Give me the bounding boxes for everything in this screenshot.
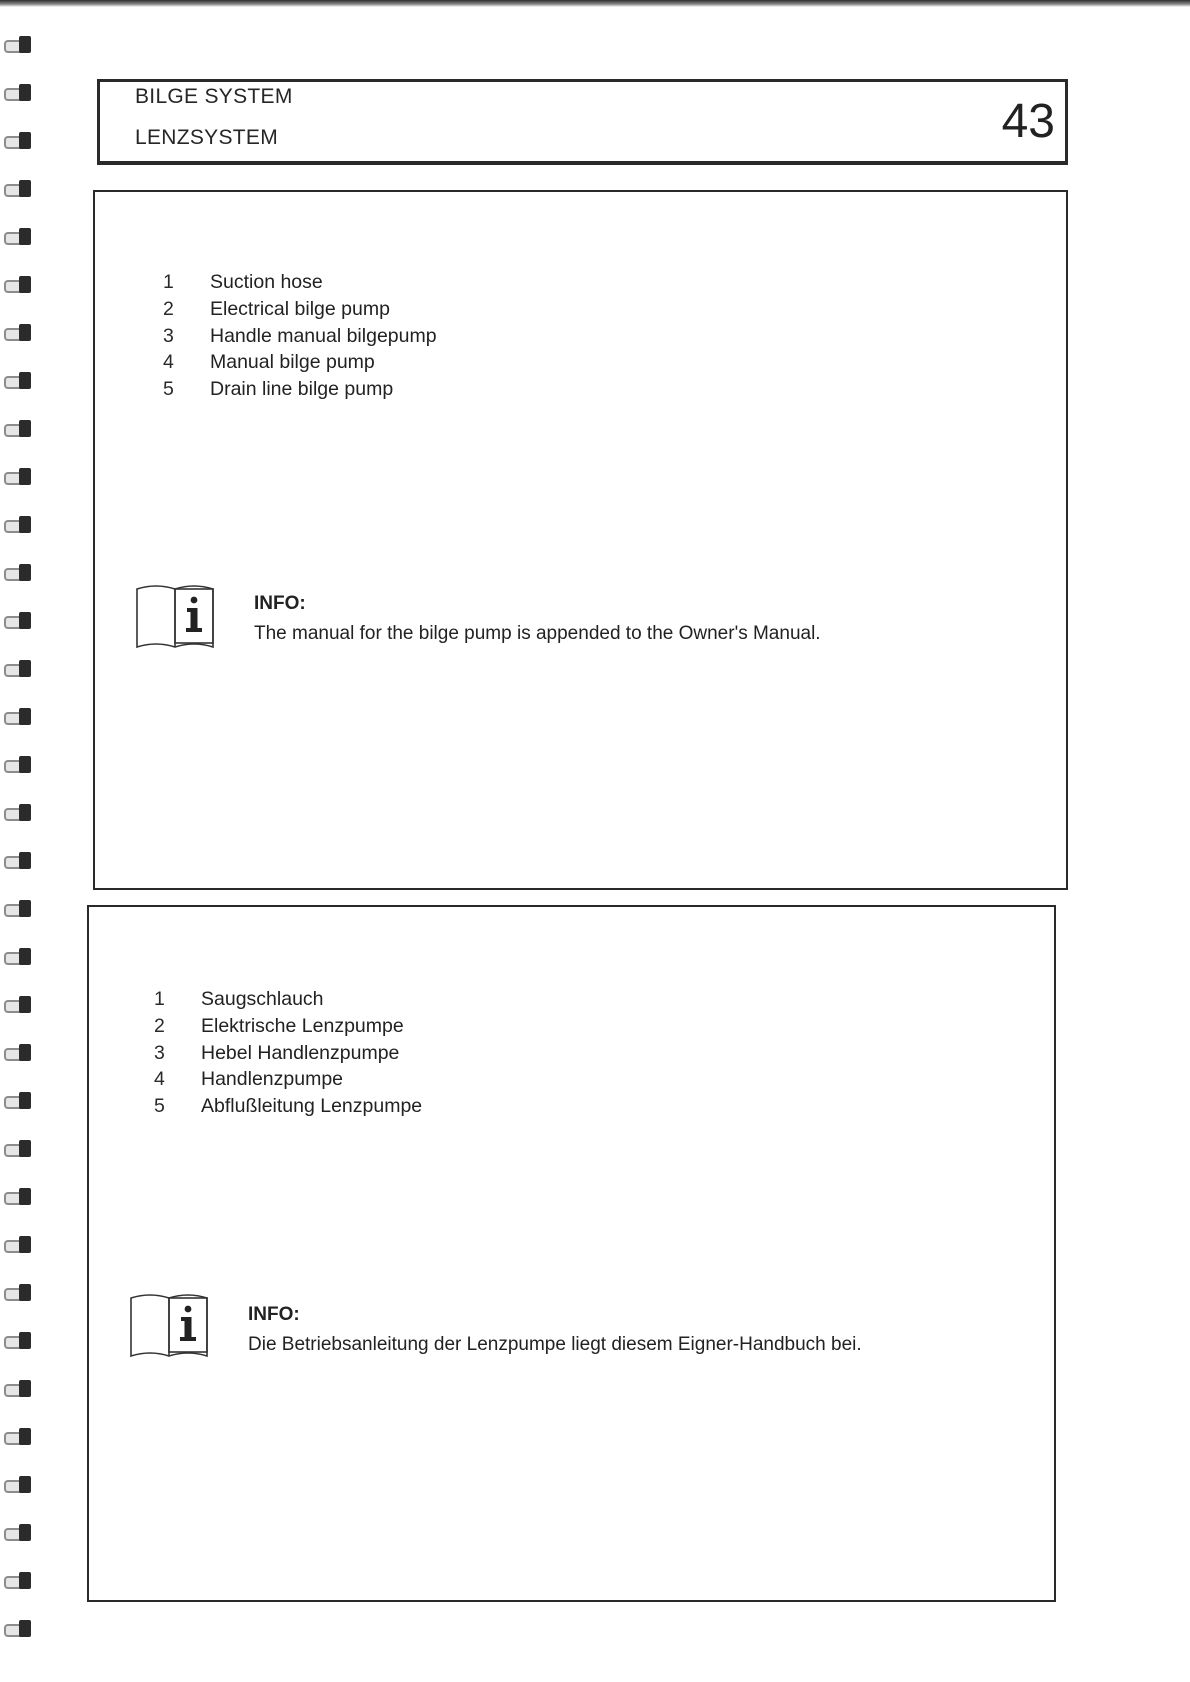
info-heading: INFO: [254,593,306,614]
item-label: Manual bilge pump [210,351,375,374]
binding-ring [4,322,32,344]
item-label: Handle manual bilgepump [210,324,437,347]
spiral-binding [0,34,38,1654]
info-book-icon [128,1290,210,1360]
binding-ring [4,178,32,200]
list-item [163,378,437,405]
binding-ring [4,226,32,248]
item-number: 4 [154,1068,165,1091]
section-title-de: LENZSYSTEM [135,126,279,149]
item-number: 5 [163,378,174,401]
binding-ring [4,802,32,824]
info-note-de [248,1304,862,1356]
binding-ring [4,1138,32,1160]
list-item [154,1095,422,1122]
parts-list-en [163,271,437,405]
item-number: 4 [163,351,174,374]
info-note-en [254,593,821,645]
list-item [154,988,422,1015]
binding-ring [4,274,32,296]
binding-ring [4,1474,32,1496]
binding-ring [4,610,32,632]
section-title-en: BILGE SYSTEM [135,85,293,108]
binding-ring [4,514,32,536]
list-item [154,1042,422,1069]
binding-ring [4,1570,32,1592]
item-number: 2 [154,1014,165,1037]
list-item [154,1015,422,1042]
info-book-icon [134,581,216,651]
item-label: Saugschlauch [201,988,324,1010]
binding-ring [4,370,32,392]
binding-ring [4,418,32,440]
info-heading: INFO: [248,1304,300,1325]
info-text: Die Betriebsanleitung der Lenzpumpe liegt diesem Eigner-Handbuch bei. [248,1334,862,1355]
list-item [154,1068,422,1095]
binding-ring [4,754,32,776]
binding-ring [4,562,32,584]
binding-ring [4,898,32,920]
binding-ring [4,1282,32,1304]
info-text: The manual for the bilge pump is appended to the Owner's Manual. [254,623,821,644]
item-label: Elektrische Lenzpumpe [201,1014,404,1037]
binding-ring [4,706,32,728]
item-label: Abflußleitung Lenzpumpe [201,1095,423,1118]
binding-ring [4,82,32,104]
binding-ring [4,1090,32,1112]
binding-ring [4,1378,32,1400]
list-item [163,298,437,325]
binding-ring [4,946,32,968]
german-panel [87,905,1056,1602]
item-label: Hebel Handlenzpumpe [201,1041,400,1064]
item-label: Electrical bilge pump [210,297,390,320]
item-number: 2 [163,297,174,320]
binding-ring [4,130,32,152]
english-panel [93,190,1068,890]
item-number: 3 [154,1041,165,1064]
item-number: 1 [163,271,174,293]
binding-ring [4,34,32,56]
item-number: 3 [163,324,174,347]
list-item [163,351,437,378]
binding-ring [4,850,32,872]
item-label: Suction hose [210,271,323,293]
binding-ring [4,1522,32,1544]
scan-top-edge [0,0,1190,7]
list-item [163,325,437,352]
item-label: Handlenzpumpe [201,1068,344,1091]
item-number: 5 [154,1095,165,1118]
binding-ring [4,1426,32,1448]
binding-ring [4,1186,32,1208]
binding-ring [4,658,32,680]
binding-ring [4,1042,32,1064]
parts-list-de [154,988,422,1122]
page-number: 43 [1001,95,1055,148]
binding-ring [4,994,32,1016]
binding-ring [4,466,32,488]
list-item [163,271,437,298]
item-number: 1 [154,988,165,1010]
item-label: Drain line bilge pump [210,378,394,401]
binding-ring [4,1330,32,1352]
page-header [97,79,1068,165]
binding-ring [4,1618,32,1640]
binding-ring [4,1234,32,1256]
